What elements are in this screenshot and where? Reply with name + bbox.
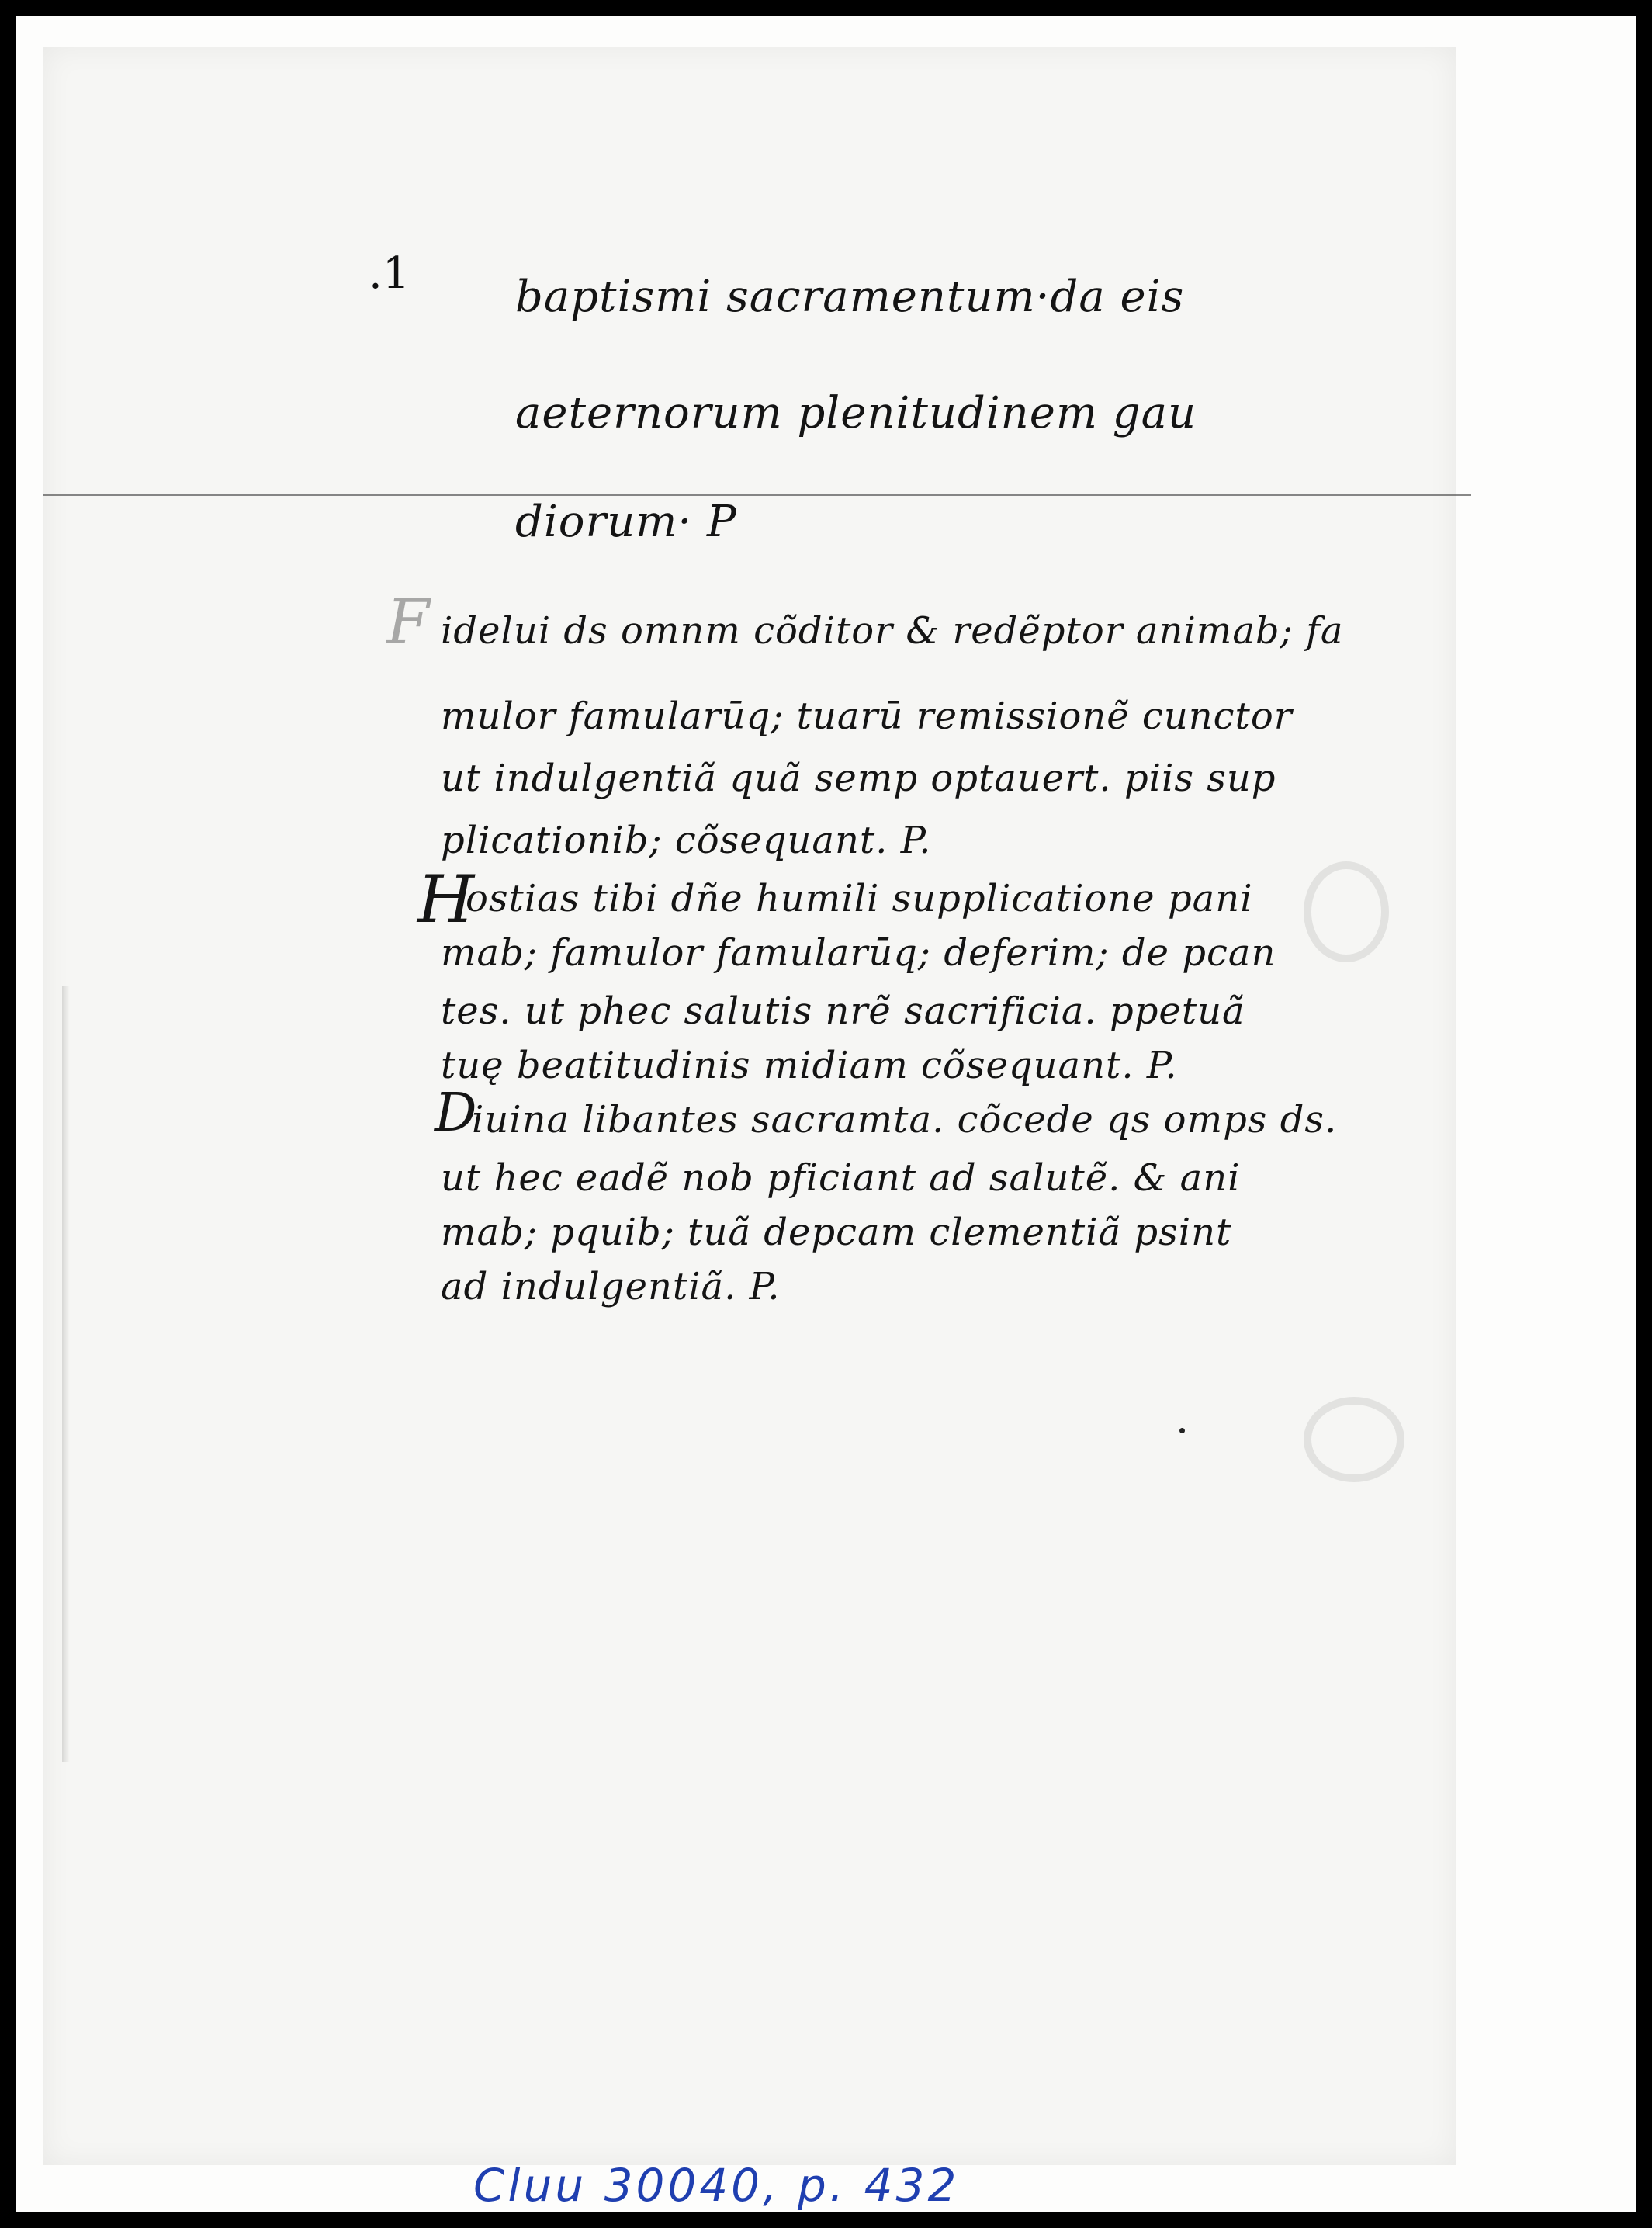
- show-through-letter: [1304, 861, 1389, 962]
- text-line: aeternorum plenitudinem gau: [515, 388, 1197, 438]
- initial-f: F: [386, 586, 430, 658]
- text-line: diorum· P: [515, 497, 737, 547]
- ink-speck: [1179, 1428, 1185, 1433]
- shelfmark-annotation: Cluu 30040, p. 432: [473, 2159, 960, 2212]
- initial-h: H: [417, 861, 475, 937]
- text-line: mulor famularūq; tuarū remissionẽ cunctor: [441, 695, 1293, 738]
- text-line: idelui ds omnm cõditor & redẽptor animab; fa: [441, 609, 1344, 653]
- text-line: ostias tibi dñe humili supplicatione pani: [466, 877, 1253, 920]
- ruling-line: [43, 494, 1471, 496]
- gutter-mark: .1: [369, 248, 410, 299]
- text-line: mab; pquib; tuã depcam clementiã psint: [441, 1211, 1232, 1254]
- text-line: ut hec eadẽ nob pficiant ad salutẽ. & ani: [441, 1156, 1241, 1200]
- initial-d: D: [435, 1083, 477, 1144]
- text-line: mab; famulor famularūq; deferim; de pcan: [441, 931, 1276, 975]
- text-line: baptismi sacramentum·da eis: [515, 272, 1185, 322]
- text-line: iuina libantes sacramta. cõcede qs omps ds.: [472, 1098, 1338, 1142]
- text-line: plicationib; cõsequant. P.: [441, 819, 932, 862]
- page-edge-shadow: [62, 986, 70, 1762]
- text-line: tuę beatitudinis midiam cõsequant. P.: [441, 1044, 1178, 1087]
- photo-frame: [16, 16, 1636, 2212]
- text-line: ut indulgentiã quã semp optauert. piis sup: [441, 757, 1276, 800]
- show-through-letter: [1304, 1397, 1404, 1482]
- text-line: ad indulgentiã. P.: [441, 1265, 781, 1308]
- text-line: tes. ut phec salutis nrẽ sacrificia. ppetuã: [441, 989, 1245, 1033]
